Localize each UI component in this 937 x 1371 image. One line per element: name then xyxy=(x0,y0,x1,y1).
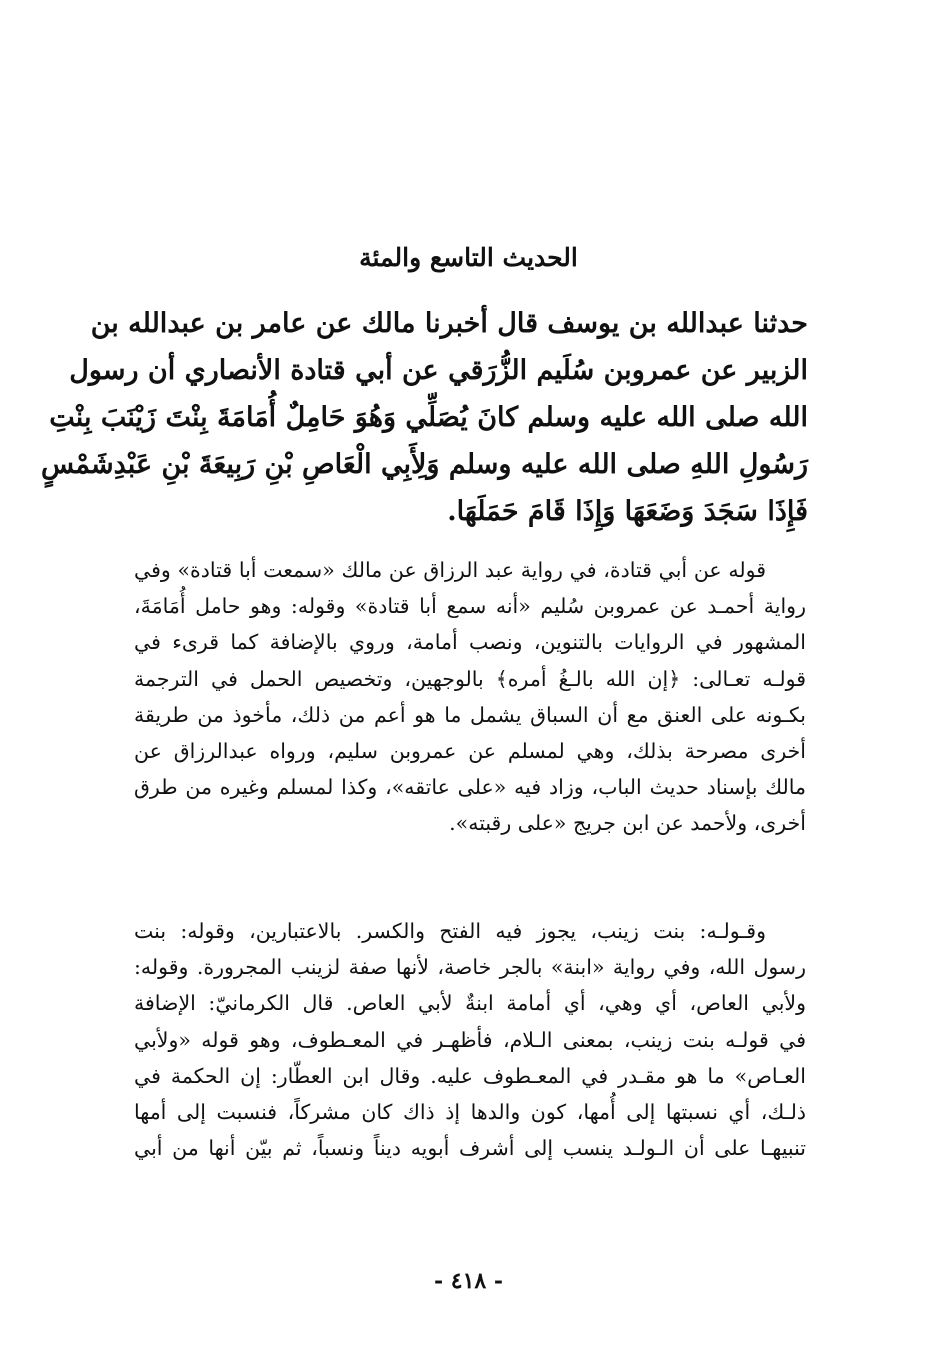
commentary-paragraph-2 xyxy=(134,913,806,1166)
commentary-2-line-1: وقـولـه: بنت زينب، يجوز فيه الفتح والكسر. بالاعتبارين، وقوله: بنت xyxy=(134,919,766,943)
commentary-2-line-7: تنبيهـا على أن الـولـد ينسب إلى أشرف أبويه ديناً ونسباً، ثم بيّن أنها من أبي xyxy=(134,1136,806,1161)
commentary-1-line-1: قوله عن أبي قتادة، في رواية عبد الرزاق عن مالك «سمعت أبا قتادة» وفي xyxy=(134,558,766,582)
commentary-1-line-7: مالك بإسناد حديث الباب، وزاد فيه «على عاتقه»، وكذا لمسلم وغيره من طرق xyxy=(134,775,806,800)
commentary-1-line-3: المشهور في الروايات بالتنوين، ونصب أمامة، وروي بالإضافة كما قرىء في xyxy=(134,630,806,655)
commentary-1-line-5: بكـونه على العنق مع أن السباق يشمل ما هو أعم من ذلك، مأخوذ من طريقة xyxy=(134,702,806,727)
commentary-paragraph-1 xyxy=(134,552,806,842)
hadith-title: الحديث التاسع والمئة xyxy=(359,243,578,272)
hadith-line-5: فَإِذَا سَجَدَ وَضَعَهَا وَإِذَا قَامَ حَمَلَهَا. xyxy=(447,496,808,527)
commentary-2-line-3: ولأبي العاص، أي وهي، أي أمامة ابنةٌ لأبي العاص. قال الكرمانيّ: الإضافة xyxy=(134,991,806,1016)
page-number: - ٤١٨ - xyxy=(433,1268,504,1294)
commentary-2-line-2: رسول الله، وفي رواية «ابنة» بالجر خاصة، لأنها صفة لزينب المجرورة. وقوله: xyxy=(134,955,806,980)
commentary-1-line-4: قولـه تعـالى: ﴿إن الله بالـغُ أمره﴾ بالوجهين، وتخصيص الحمل في الترجمة xyxy=(134,666,806,691)
hadith-line-2: الزبير عن عمروبن سُلَيم الزُّرَقي عن أبي قتادة الأنصاري أن رسول xyxy=(69,355,808,386)
hadith-line-4: رَسُولِ اللهِ صلى الله عليه وسلم وَلِأَبِي الْعَاصِ بْنِ رَبِيعَةَ بْنِ عَبْدِشَمْسٍ xyxy=(40,449,808,480)
commentary-1-line-2: رواية أحمـد عن عمروبن سُليم «أنه سمع أبا قتادة» وقوله: وهو حامل أُمَامَةَ، xyxy=(134,594,806,619)
commentary-1-line-8: أخرى، ولأحمد عن ابن جريج «على رقبته». xyxy=(449,811,806,836)
commentary-2-line-4: في قولـه بنت زينب، بمعنى الـلام، فأظهـر في المعـطوف، وهو قوله «ولأبي xyxy=(134,1027,806,1052)
commentary-1-line-6: أخرى مصرحة بذلك، وهي لمسلم عن عمروبن سليم، ورواه عبدالرزاق عن xyxy=(134,739,806,764)
hadith-text-block xyxy=(40,300,808,535)
hadith-line-3: الله صلى الله عليه وسلم كانَ يُصَلِّي وَهُوَ حَامِلٌ أُمَامَةَ بِنْتَ زَيْنَبَ بِنْتِ xyxy=(49,402,808,433)
hadith-line-1: حدثنا عبدالله بن يوسف قال أخبرنا مالك عن عامر بن عبدالله بن xyxy=(90,308,808,339)
commentary-2-line-5: العـاص» ما هو مقـدر في المعـطوف عليه. وقال ابن العطّار: إن الحكمة في xyxy=(134,1063,806,1088)
commentary-2-line-6: ذلـك، أي نسبتها إلى أُمها، كون والدها إذ ذاك كان مشركاً، فنسبت إلى أمها xyxy=(134,1100,806,1125)
